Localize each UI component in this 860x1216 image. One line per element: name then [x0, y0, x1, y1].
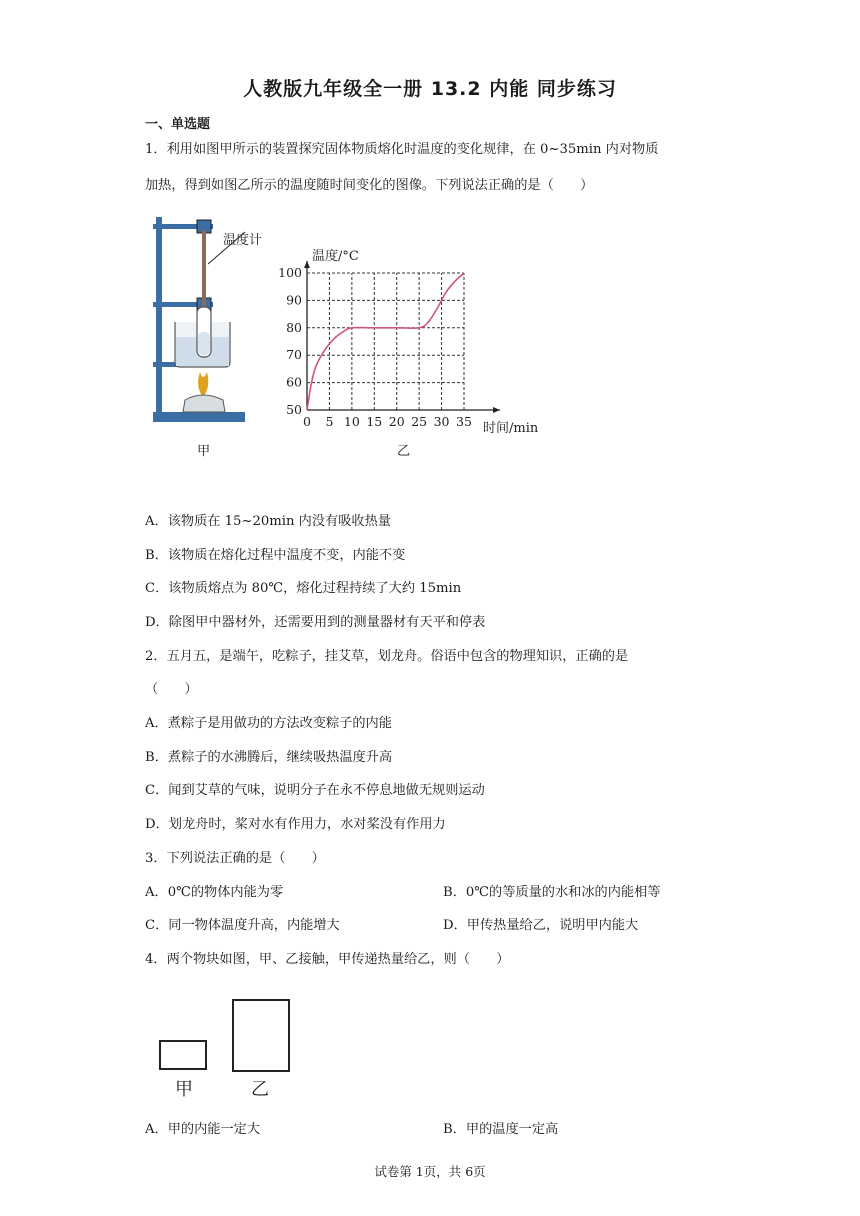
q2-stem-line2: （ ） [145, 682, 198, 697]
chart-axes [304, 261, 500, 413]
thermometer-label: 温度计 [223, 233, 263, 248]
q4-stem: 4．两个物块如图，甲、乙接触，甲传递热量给乙，则（ ） [145, 952, 510, 967]
y-axis-arrow [304, 261, 310, 268]
page-title: 人教版九年级全一册 13.2 内能 同步练习 [243, 78, 617, 100]
q1-stem-line1: 1．利用如图甲所示的装置探究固体物质熔化时温度的变化规律，在 0~35min 内对物质 [145, 142, 659, 157]
q4-option-b[interactable]: B．甲的温度一定高 [443, 1122, 559, 1137]
temperature-time-chart [270, 232, 560, 442]
x-tick-label: 15 [366, 414, 383, 429]
q1-stem-line2: 加热，得到如图乙所示的温度随时间变化的图像。下列说法正确的是（ ） [145, 178, 594, 193]
block-jia-label: 甲 [175, 1079, 193, 1100]
x-axis-arrow [493, 407, 500, 413]
x-tick-label: 10 [343, 414, 360, 429]
stand-pole [156, 217, 162, 414]
x-tick-label: 0 [303, 414, 311, 429]
q1-option-d[interactable]: D．除图甲中器材外，还需要用到的测量器材有天平和停表 [145, 615, 486, 630]
y-tick-label: 80 [286, 319, 302, 335]
x-tick-label: 5 [325, 414, 334, 429]
q2-option-d[interactable]: D．划龙舟时，桨对水有作用力，水对桨没有作用力 [145, 817, 446, 832]
x-tick-label: 35 [456, 414, 472, 429]
figure-yi-label: 乙 [397, 444, 411, 459]
q1-option-b[interactable]: B．该物质在熔化过程中温度不变，内能不变 [145, 548, 406, 563]
block-yi [233, 1000, 289, 1071]
page-footer: 试卷第 1页，共 6页 [374, 1164, 486, 1179]
x-tick-label: 20 [388, 414, 405, 429]
x-tick-label: 30 [433, 414, 450, 429]
q1-option-c[interactable]: C．该物质熔点为 80℃，熔化过程持续了大约 15min [145, 581, 462, 596]
alcohol-lamp [183, 395, 225, 412]
figure-jia-label: 甲 [197, 444, 211, 459]
y-tick-label: 100 [278, 265, 302, 280]
q2-option-c[interactable]: C．闻到艾草的气味，说明分子在永不停息地做无规则运动 [145, 783, 485, 798]
q3-option-c[interactable]: C．同一物体温度升高，内能增大 [145, 918, 340, 933]
block-jia [160, 1041, 206, 1069]
x-tick-label: 25 [411, 414, 428, 429]
q2-option-b[interactable]: B．煮粽子的水沸腾后，继续吸热温度升高 [145, 750, 393, 765]
q3-stem: 3．下列说法正确的是（ ） [145, 851, 325, 866]
temperature-curve [307, 273, 464, 410]
stand-base [153, 412, 245, 422]
q1-option-a[interactable]: A．该物质在 15~20min 内没有吸收热量 [145, 514, 391, 529]
q2-option-a[interactable]: A．煮粽子是用做功的方法改变粽子的内能 [145, 716, 392, 731]
x-axis-label: 时间/min [483, 421, 539, 436]
flame [198, 372, 208, 397]
q2-stem-line1: 2．五月五，是端午，吃粽子，挂艾草，划龙舟。俗语中包含的物理知识，正确的是 [145, 649, 629, 664]
y-tick-label: 60 [286, 374, 302, 390]
y-tick-label: 70 [286, 347, 302, 363]
y-tick-label: 50 [286, 402, 302, 417]
y-axis-label: 温度/°C [312, 249, 359, 264]
q3-option-a[interactable]: A．0℃的物体内能为零 [145, 885, 284, 900]
q3-option-b[interactable]: B．0℃的等质量的水和冰的内能相等 [443, 885, 661, 900]
blocks-figure [155, 995, 300, 1105]
apparatus-figure [145, 212, 275, 437]
q4-option-a[interactable]: A．甲的内能一定大 [145, 1122, 261, 1137]
y-tick-label: 90 [286, 292, 302, 308]
q3-option-d[interactable]: D．甲传热量给乙，说明甲内能大 [443, 918, 639, 933]
section-heading: 一、单选题 [145, 117, 211, 132]
block-yi-label: 乙 [251, 1079, 269, 1100]
